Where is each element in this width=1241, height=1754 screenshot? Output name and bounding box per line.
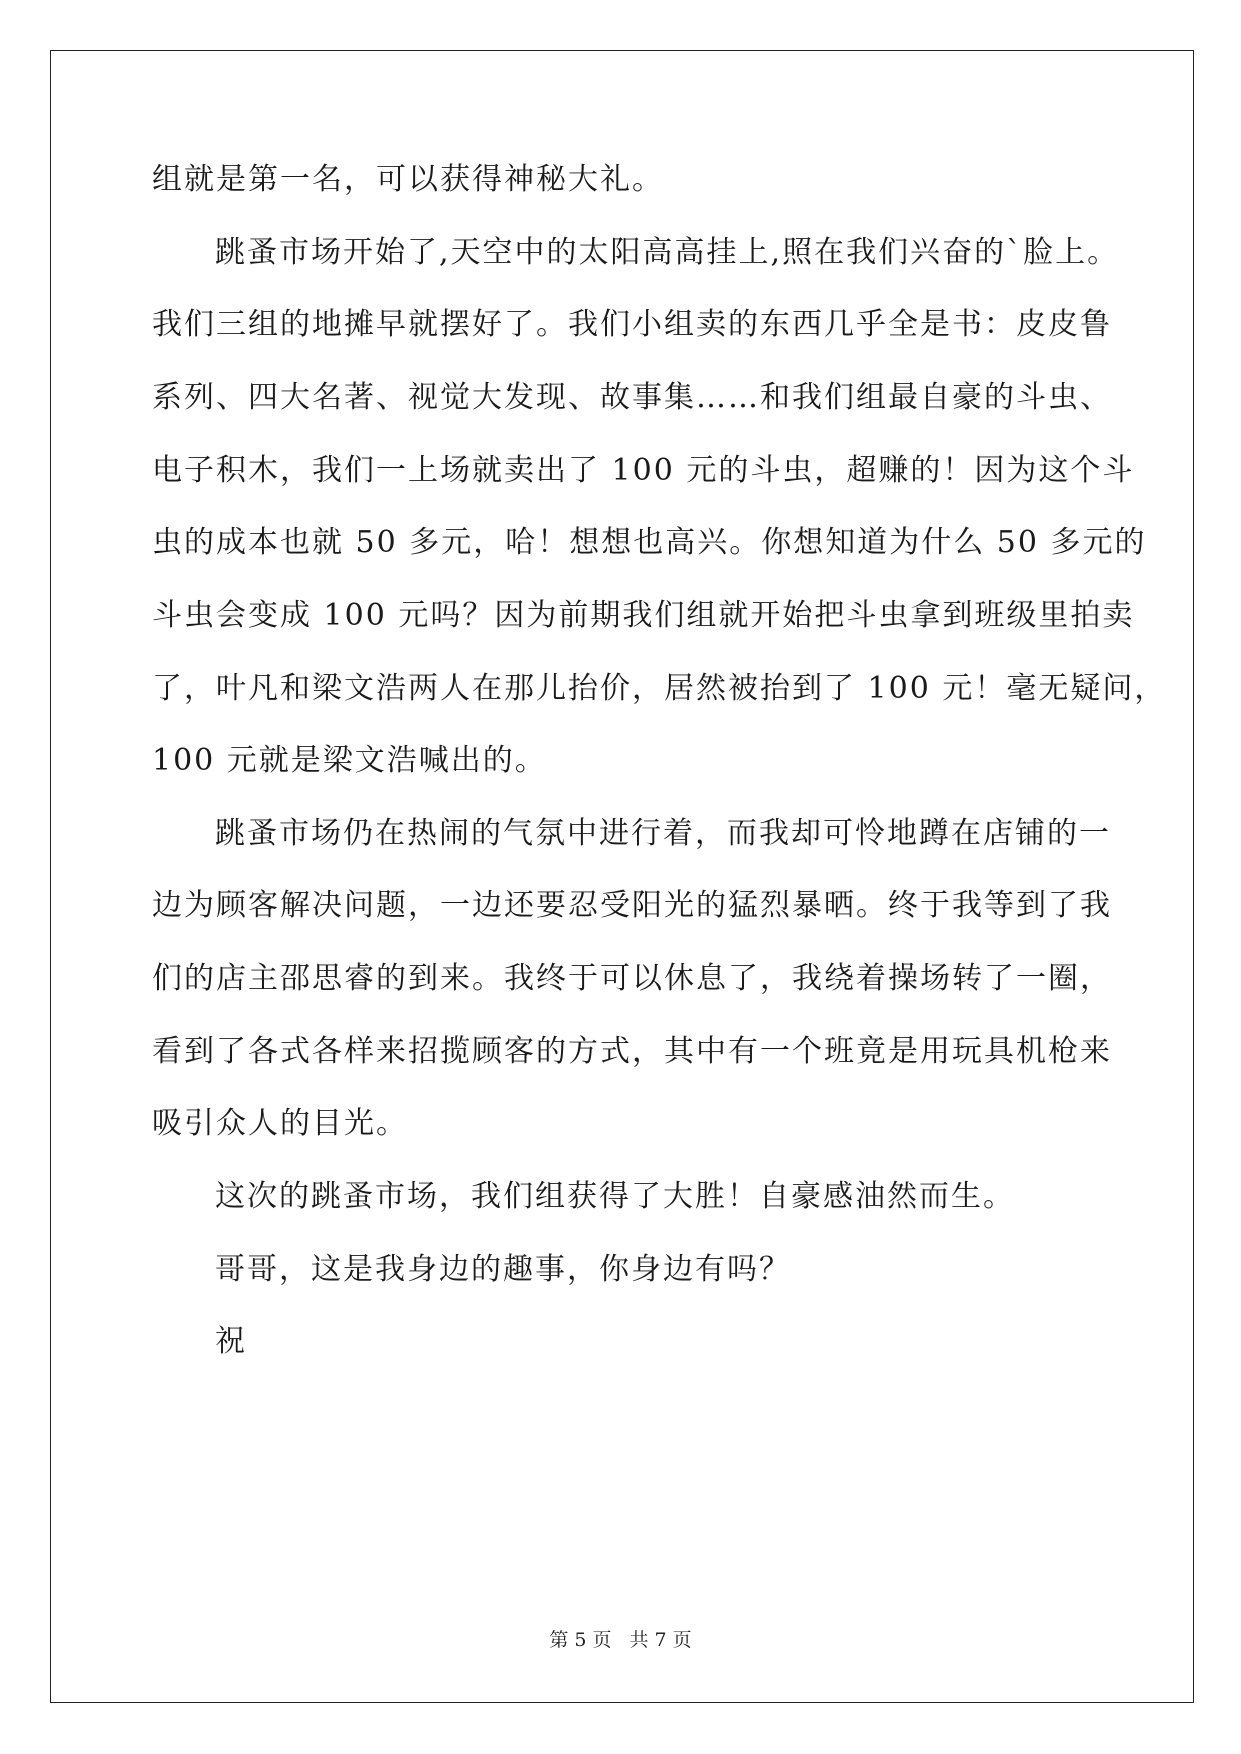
- text-line: 系列、四大名著、视觉大发现、故事集……和我们组最自豪的斗虫、: [152, 380, 1112, 415]
- text-line: 吸引众人的目光。: [152, 1106, 408, 1141]
- text-line: 电子积木，我们一上场就卖出了 100 元的斗虫，超赚的！因为这个斗: [152, 453, 1135, 488]
- paragraph-first-line: 祝: [215, 1324, 247, 1359]
- text-line: 边为顾客解决问题，一边还要忍受阳光的猛烈暴晒。终于我等到了我: [152, 888, 1112, 923]
- text-line: 虫的成本也就 50 多元，哈！想想也高兴。你想知道为什么 50 多元的: [152, 525, 1147, 560]
- text-line: 我们三组的地摊早就摆好了。我们小组卖的东西几乎全是书：皮皮鲁: [152, 307, 1112, 342]
- text-line: 们的店主邵思睿的到来。我终于可以休息了，我绕着操场转了一圈，: [152, 961, 1112, 996]
- text-line: 了，叶凡和梁文浩两人在那儿抬价，居然被抬到了 100 元！毫无疑问，: [152, 671, 1167, 706]
- paragraph-first-line: 跳蚤市场开始了,天空中的太阳高高挂上,照在我们兴奋的`脸上。: [215, 235, 1120, 270]
- text-line: 组就是第一名，可以获得神秘大礼。: [152, 162, 664, 197]
- paragraph-first-line: 哥哥，这是我身边的趣事，你身边有吗？: [215, 1252, 791, 1287]
- text-line: 斗虫会变成 100 元吗？因为前期我们组就开始把斗虫拿到班级里拍卖: [152, 598, 1135, 633]
- text-line: 看到了各式各样来招揽顾客的方式，其中有一个班竟是用玩具机枪来: [152, 1034, 1112, 1069]
- paragraph-first-line: 这次的跳蚤市场，我们组获得了大胜！自豪感油然而生。: [215, 1179, 1015, 1214]
- text-line: 100 元就是梁文浩喊出的。: [152, 743, 547, 778]
- page-number-current: 第 5 页: [549, 1629, 612, 1651]
- page-number-total: 共 7 页: [629, 1629, 692, 1651]
- paragraph-first-line: 跳蚤市场仍在热闹的气氛中进行着，而我却可怜地蹲在店铺的一: [215, 816, 1111, 851]
- page-footer: [0, 1625, 1241, 1652]
- page-border: [50, 50, 1194, 1703]
